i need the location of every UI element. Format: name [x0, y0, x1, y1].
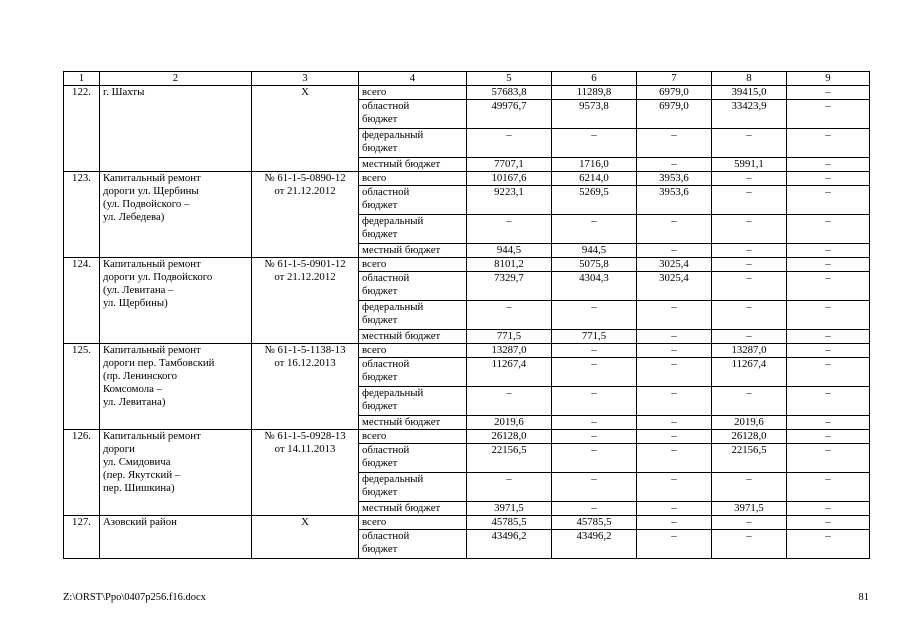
- funding-source: областной бюджет: [359, 100, 467, 129]
- row-number: 124.: [64, 258, 100, 344]
- value-cell-col5: 944,5: [467, 244, 552, 258]
- value-cell-col6: –: [552, 358, 637, 387]
- value-cell-col5: 45785,5: [467, 516, 552, 530]
- value-cell-col6: 43496,2: [552, 530, 637, 559]
- value-cell-col9: –: [787, 416, 870, 430]
- funding-source: всего: [359, 430, 467, 444]
- funding-source: федеральный бюджет: [359, 387, 467, 416]
- value-cell-col6: –: [552, 215, 637, 244]
- value-cell-col6: –: [552, 129, 637, 158]
- value-cell-col8: –: [712, 215, 787, 244]
- value-cell-col6: –: [552, 430, 637, 444]
- value-cell-col8: 11267,4: [712, 358, 787, 387]
- funding-source: всего: [359, 86, 467, 100]
- column-header-1: 1: [64, 72, 100, 86]
- column-header-3: 3: [252, 72, 359, 86]
- object-name: Капитальный ремонт дороги ул. Щербины (ул. Подвойского – ул. Лебедева): [100, 172, 252, 258]
- value-cell-col5: 22156,5: [467, 444, 552, 473]
- value-cell-col8: 39415,0: [712, 86, 787, 100]
- value-cell-col6: 5269,5: [552, 186, 637, 215]
- value-cell-col6: 944,5: [552, 244, 637, 258]
- funding-source: местный бюджет: [359, 244, 467, 258]
- value-cell-col5: –: [467, 215, 552, 244]
- value-cell-col8: 26128,0: [712, 430, 787, 444]
- object-name: Капитальный ремонт дороги пер. Тамбовский (пр. Ленинского Комсомола – ул. Левитана): [100, 344, 252, 430]
- value-cell-col5: 57683,8: [467, 86, 552, 100]
- column-header-6: 6: [552, 72, 637, 86]
- table-row: [64, 516, 870, 530]
- funding-source: федеральный бюджет: [359, 473, 467, 502]
- document-reference: № 61-1-5-1138-13 от 16.12.2013: [252, 344, 359, 430]
- value-cell-col7: –: [637, 158, 712, 172]
- value-cell-col9: –: [787, 172, 870, 186]
- value-cell-col6: 9573,8: [552, 100, 637, 129]
- value-cell-col8: 2019,6: [712, 416, 787, 430]
- value-cell-col9: –: [787, 258, 870, 272]
- value-cell-col9: –: [787, 344, 870, 358]
- value-cell-col5: 49976,7: [467, 100, 552, 129]
- value-cell-col9: –: [787, 430, 870, 444]
- value-cell-col7: –: [637, 358, 712, 387]
- page-number: 81: [858, 592, 869, 603]
- funding-source: всего: [359, 516, 467, 530]
- row-number: 122.: [64, 86, 100, 172]
- value-cell-col7: –: [637, 473, 712, 502]
- column-header-8: 8: [712, 72, 787, 86]
- value-cell-col8: –: [712, 473, 787, 502]
- funding-source: областной бюджет: [359, 186, 467, 215]
- value-cell-col6: –: [552, 301, 637, 330]
- footer-file-path: Z:\ORST\Ppo\0407p256.f16.docx: [63, 592, 206, 603]
- funding-source: всего: [359, 258, 467, 272]
- value-cell-col7: –: [637, 215, 712, 244]
- value-cell-col9: –: [787, 387, 870, 416]
- document-reference: Х: [252, 516, 359, 559]
- value-cell-col5: 2019,6: [467, 416, 552, 430]
- value-cell-col9: –: [787, 86, 870, 100]
- column-header-7: 7: [637, 72, 712, 86]
- value-cell-col7: –: [637, 502, 712, 516]
- header-row: [64, 72, 870, 86]
- value-cell-col9: –: [787, 215, 870, 244]
- funding-source: областной бюджет: [359, 530, 467, 559]
- value-cell-col5: 11267,4: [467, 358, 552, 387]
- value-cell-col6: –: [552, 473, 637, 502]
- value-cell-col6: –: [552, 387, 637, 416]
- value-cell-col7: –: [637, 387, 712, 416]
- value-cell-col8: –: [712, 172, 787, 186]
- value-cell-col7: 3025,4: [637, 258, 712, 272]
- value-cell-col8: –: [712, 258, 787, 272]
- funding-source: областной бюджет: [359, 444, 467, 473]
- value-cell-col6: –: [552, 444, 637, 473]
- budget-table: [63, 71, 870, 559]
- value-cell-col9: –: [787, 100, 870, 129]
- value-cell-col7: –: [637, 244, 712, 258]
- value-cell-col5: 13287,0: [467, 344, 552, 358]
- column-header-2: 2: [100, 72, 252, 86]
- value-cell-col8: –: [712, 387, 787, 416]
- object-name: Капитальный ремонт дороги ул. Смидовича (пер. Якутский – пер. Шишкина): [100, 430, 252, 516]
- value-cell-col6: 5075,8: [552, 258, 637, 272]
- value-cell-col7: –: [637, 330, 712, 344]
- value-cell-col6: –: [552, 344, 637, 358]
- table-row: [64, 344, 870, 358]
- value-cell-col6: 1716,0: [552, 158, 637, 172]
- document-reference: № 61-1-5-0928-13 от 14.11.2013: [252, 430, 359, 516]
- value-cell-col5: –: [467, 129, 552, 158]
- value-cell-col9: –: [787, 502, 870, 516]
- value-cell-col5: 3971,5: [467, 502, 552, 516]
- value-cell-col6: 45785,5: [552, 516, 637, 530]
- value-cell-col7: –: [637, 344, 712, 358]
- funding-source: федеральный бюджет: [359, 129, 467, 158]
- row-number: 127.: [64, 516, 100, 559]
- value-cell-col7: –: [637, 516, 712, 530]
- value-cell-col7: –: [637, 129, 712, 158]
- value-cell-col8: 5991,1: [712, 158, 787, 172]
- value-cell-col6: 4304,3: [552, 272, 637, 301]
- value-cell-col6: 771,5: [552, 330, 637, 344]
- row-number: 126.: [64, 430, 100, 516]
- funding-source: федеральный бюджет: [359, 301, 467, 330]
- value-cell-col8: 33423,9: [712, 100, 787, 129]
- value-cell-col5: 7707,1: [467, 158, 552, 172]
- value-cell-col9: –: [787, 358, 870, 387]
- value-cell-col5: –: [467, 301, 552, 330]
- value-cell-col6: 11289,8: [552, 86, 637, 100]
- value-cell-col9: –: [787, 186, 870, 215]
- value-cell-col9: –: [787, 272, 870, 301]
- value-cell-col7: 3953,6: [637, 186, 712, 215]
- value-cell-col7: 6979,0: [637, 86, 712, 100]
- document-reference: № 61-1-5-0901-12 от 21.12.2012: [252, 258, 359, 344]
- row-number: 125.: [64, 344, 100, 430]
- value-cell-col5: 7329,7: [467, 272, 552, 301]
- value-cell-col7: 3025,4: [637, 272, 712, 301]
- value-cell-col7: 3953,6: [637, 172, 712, 186]
- table-body: [64, 72, 870, 559]
- value-cell-col8: –: [712, 330, 787, 344]
- document-reference: № 61-1-5-0890-12 от 21.12.2012: [252, 172, 359, 258]
- value-cell-col7: –: [637, 530, 712, 559]
- funding-source: местный бюджет: [359, 416, 467, 430]
- column-header-4: 4: [359, 72, 467, 86]
- value-cell-col6: –: [552, 416, 637, 430]
- value-cell-col8: –: [712, 272, 787, 301]
- funding-source: федеральный бюджет: [359, 215, 467, 244]
- value-cell-col7: –: [637, 416, 712, 430]
- value-cell-col9: –: [787, 330, 870, 344]
- table-row: [64, 430, 870, 444]
- value-cell-col8: –: [712, 301, 787, 330]
- value-cell-col9: –: [787, 444, 870, 473]
- value-cell-col5: 43496,2: [467, 530, 552, 559]
- funding-source: всего: [359, 172, 467, 186]
- value-cell-col5: –: [467, 387, 552, 416]
- value-cell-col9: –: [787, 129, 870, 158]
- value-cell-col9: –: [787, 301, 870, 330]
- value-cell-col8: –: [712, 516, 787, 530]
- value-cell-col7: –: [637, 430, 712, 444]
- value-cell-col5: 771,5: [467, 330, 552, 344]
- value-cell-col9: –: [787, 158, 870, 172]
- table-row: [64, 86, 870, 100]
- value-cell-col8: –: [712, 186, 787, 215]
- funding-source: местный бюджет: [359, 330, 467, 344]
- value-cell-col9: –: [787, 530, 870, 559]
- value-cell-col8: 3971,5: [712, 502, 787, 516]
- row-number: 123.: [64, 172, 100, 258]
- value-cell-col8: –: [712, 530, 787, 559]
- column-header-5: 5: [467, 72, 552, 86]
- object-name: г. Шахты: [100, 86, 252, 172]
- value-cell-col5: –: [467, 473, 552, 502]
- value-cell-col9: –: [787, 244, 870, 258]
- funding-source: местный бюджет: [359, 158, 467, 172]
- value-cell-col7: –: [637, 444, 712, 473]
- value-cell-col5: 10167,6: [467, 172, 552, 186]
- value-cell-col5: 8101,2: [467, 258, 552, 272]
- column-header-9: 9: [787, 72, 870, 86]
- value-cell-col7: –: [637, 301, 712, 330]
- funding-source: областной бюджет: [359, 272, 467, 301]
- object-name: Капитальный ремонт дороги ул. Подвойского (ул. Левитана – ул. Щербины): [100, 258, 252, 344]
- value-cell-col8: 13287,0: [712, 344, 787, 358]
- object-name: Азовский район: [100, 516, 252, 559]
- table-row: [64, 258, 870, 272]
- table-row: [64, 172, 870, 186]
- value-cell-col5: 26128,0: [467, 430, 552, 444]
- value-cell-col6: 6214,0: [552, 172, 637, 186]
- value-cell-col6: –: [552, 502, 637, 516]
- value-cell-col8: 22156,5: [712, 444, 787, 473]
- document-reference: Х: [252, 86, 359, 172]
- funding-source: областной бюджет: [359, 358, 467, 387]
- value-cell-col9: –: [787, 473, 870, 502]
- value-cell-col9: –: [787, 516, 870, 530]
- value-cell-col8: –: [712, 129, 787, 158]
- funding-source: всего: [359, 344, 467, 358]
- value-cell-col5: 9223,1: [467, 186, 552, 215]
- funding-source: местный бюджет: [359, 502, 467, 516]
- value-cell-col8: –: [712, 244, 787, 258]
- value-cell-col7: 6979,0: [637, 100, 712, 129]
